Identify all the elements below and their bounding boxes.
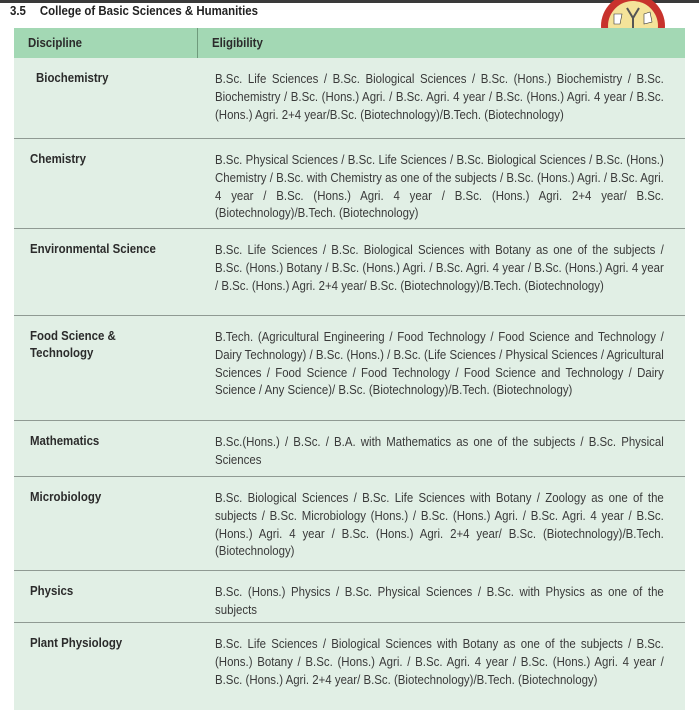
- table-row: [14, 139, 685, 229]
- section-heading: [10, 3, 258, 21]
- table-row: [14, 58, 685, 139]
- discipline-cell: Biochemistry: [36, 70, 109, 85]
- discipline-cell: Physics: [30, 583, 74, 598]
- table-row: [14, 421, 685, 477]
- table-header: [14, 28, 685, 58]
- discipline-cell: Plant Physiology: [30, 635, 123, 650]
- eligibility-cell: B.Sc. (Hons.) Physics / B.Sc. Physical Sciences / B.Sc. with Physics as one of the subjects: [215, 584, 664, 617]
- eligibility-cell: B.Sc. Physical Sciences / B.Sc. Life Sciences / B.Sc. Biological Sciences / B.Sc. (Hons.) Chemistry / B.Sc. with Chemistry as one of the subjects / B.Sc. (Hons.) Agri. / B.Sc. Agri. 4 year / B.Sc. (Hons.) Agri. 4 year / B.Sc. (Hons.) Agri. 2+4 year/ B.Sc. (Biotechnology)/B.Tech. (Biotechnology): [215, 152, 664, 221]
- discipline-cell: Mathematics: [30, 433, 100, 448]
- table-row: [14, 477, 685, 571]
- discipline-cell: Chemistry: [30, 151, 86, 166]
- eligibility-cell: B.Sc.(Hons.) / B.Sc. / B.A. with Mathematics as one of the subjects / B.Sc. Physical Sciences: [215, 434, 664, 467]
- eligibility-table: [14, 28, 685, 710]
- section-number: 3.5: [10, 3, 26, 18]
- table-row: [14, 316, 685, 421]
- eligibility-cell: B.Sc. Life Sciences / B.Sc. Biological Sciences with Botany as one of the subjects / B.Sc. (Hons.) Botany / B.Sc. (Hons.) Agri. / B.Sc. Agri. 4 year / B.Sc. (Hons.) Agri. 4 year / B.Sc. (Hons.) Agri. 2+4 year/ B.Sc. (Biotechnology)/B.Tech. (Biotechnology): [215, 242, 664, 293]
- eligibility-cell: B.Sc. Biological Sciences / B.Sc. Life Sciences with Botany / Zoology as one of the subjects / B.Sc. Microbiology (Hons.) / B.Sc. (Hons.) Agri. / B.Sc. Agri. 4 year / B.Sc. (Hons.) Agri. 4 year / B.Sc. (Hons.) Agri. 2+4 year/ B.Sc. (Biotechnology)/B.Tech. (Biotechnology): [215, 490, 664, 559]
- table-row: [14, 571, 685, 623]
- discipline-cell: Environmental Science: [30, 241, 156, 256]
- eligibility-cell: B.Tech. (Agricultural Engineering / Food Technology / Food Science and Technology / Dairy Technology) / B.Sc. (Hons.) / B.Sc. (Life Sciences / Physical Sciences / Agricultural Sciences / Food Science / Food Technology / Food Science and Technology / Dairy Science / Any Science)/ B.Sc. (Biotechnology)/B.Tech. (Biotechnology): [215, 329, 664, 398]
- table-row: [14, 229, 685, 316]
- eligibility-cell: B.Sc. Life Sciences / B.Sc. Biological Sciences / B.Sc. (Hons.) Biochemistry / B.Sc. Biochemistry / B.Sc. (Hons.) Agri. / B.Sc. Agri. 4 year / B.Sc. (Hons.) Agri. 4 year / B.Sc. (Hons.) Agri. 2+4 year/B.Sc. (Biotechnology)/B.Tech. (Biotechnology): [215, 71, 664, 122]
- section-title: College of Basic Sciences & Humanities: [39, 3, 258, 18]
- column-divider: [197, 28, 198, 58]
- discipline-cell: Food Science & Technology: [30, 328, 116, 360]
- eligibility-cell: B.Sc. Life Sciences / Biological Sciences with Botany as one of the subjects / B.Sc. (Hons.) Botany / B.Sc. (Hons.) Agri. / B.Sc. Agri. 4 year / B.Sc. (Hons.) Agri. 4 year / B.Sc. (Hons.) Agri. 2+4 year/ B.Sc. (Biotechnology)/B.Tech. (Biotechnology): [215, 636, 664, 687]
- header-eligibility: Eligibility: [212, 35, 263, 50]
- discipline-cell: Microbiology: [30, 489, 102, 504]
- header-discipline: Discipline: [28, 35, 83, 50]
- table-row: [14, 623, 685, 710]
